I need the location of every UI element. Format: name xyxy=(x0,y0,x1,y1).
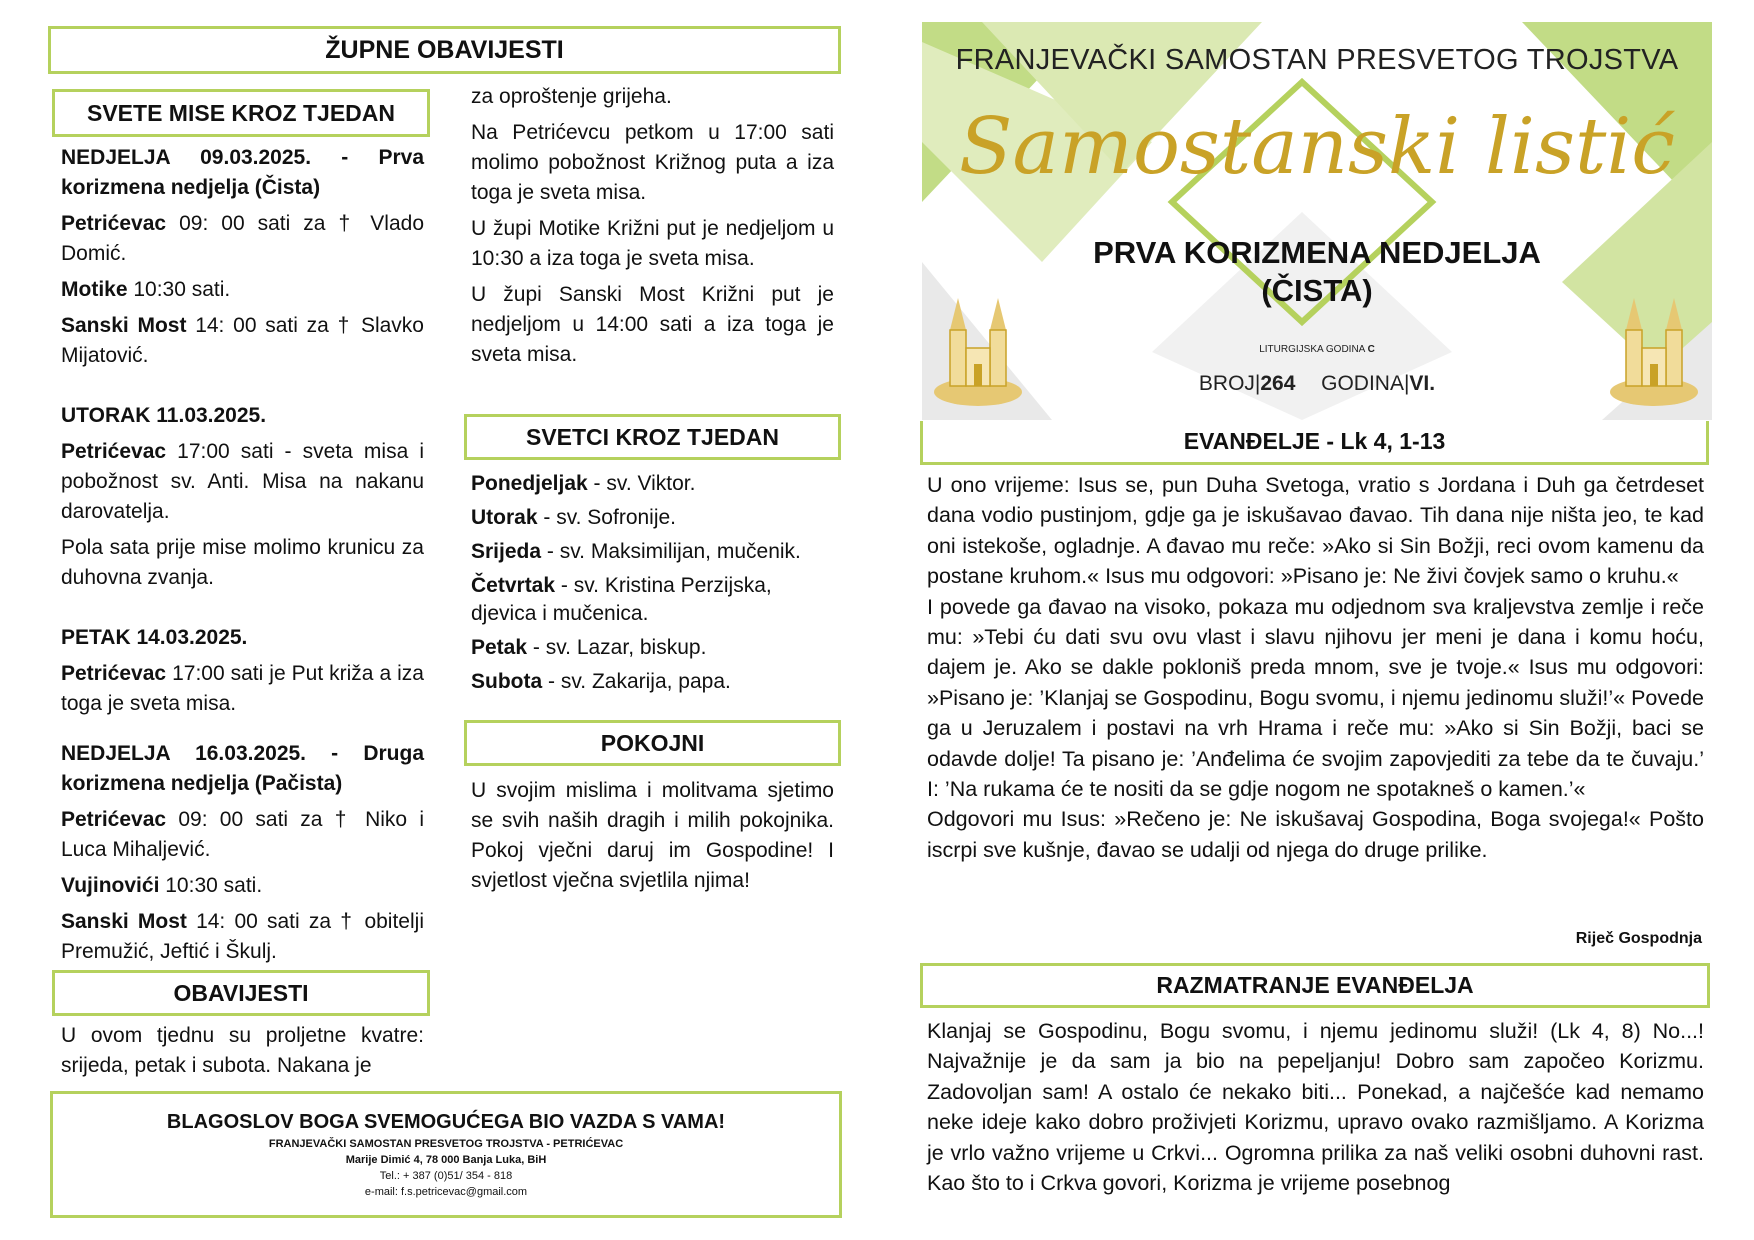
mass-entry: Petrićevac 17:00 sati je Put križa a iza toga je sveta misa. xyxy=(61,662,424,715)
saints-list xyxy=(471,470,841,702)
notice-item: U župi Motike Križni put je nedjeljom u 10:30 a iza toga je sveta misa. xyxy=(471,217,834,270)
mass-entry: Petrićevac 09: 00 sati za † Niko i Luca Mihaljević. xyxy=(61,808,424,861)
notices-paragraph: U ovom tjednu su proljetne kvatre: srijeda, petak i subota. Nakana je xyxy=(61,1024,424,1077)
deceased-paragraph: U svojim mislima i molitvama sjetimo se svih naših dragih i milih pokojnika. Pokoj vječni daruj im Gospodine! I svjetlost vječna svjetlila njima! xyxy=(471,779,834,892)
issue-info: BROJ|264 GODINA|VI. xyxy=(1198,372,1436,395)
sunday-title-line: PRVA KORIZMENA NEDJELJA xyxy=(1093,235,1541,270)
mass-entry: Sanski Most 14: 00 sati za † obitelji Premužić, Jeftić i Škulj. xyxy=(61,910,424,963)
newsletter-title: Samostanski listić xyxy=(959,102,1675,192)
sunday-title xyxy=(922,234,1712,310)
church-right-icon xyxy=(1606,290,1702,410)
footer-org: FRANJEVAČKI SAMOSTAN PRESVETOG TROJSTVA - PETRIĆEVAC xyxy=(268,1138,624,1150)
reflection-header: RAZMATRANJE EVANĐELJA xyxy=(1156,972,1474,998)
notices-text xyxy=(61,1021,424,1087)
gospel-paragraph: Odgovori mu Isus: »Rečeno je: Ne iskušavaj Gospodina, Boga svojega!« Pošto iscrpi sve kušnje, đavao se udalji od njega do druge prilike. xyxy=(927,807,1704,862)
mass-entry: Motike 10:30 sati. xyxy=(61,278,231,301)
footer-address: Marije Dimić 4, 78 000 Banja Luka, BiH xyxy=(345,1154,547,1166)
saint-item: Utorak - sv. Sofronije. xyxy=(471,506,677,529)
masses-header-box xyxy=(52,89,430,137)
saints-header-box xyxy=(464,414,841,460)
deceased-text xyxy=(471,776,834,902)
footer-box xyxy=(50,1091,842,1218)
deceased-header: POKOJNI xyxy=(600,729,705,756)
notice-item: U župi Sanski Most Križni put je nedjeljom u 14:00 sati a iza toga je sveta misa. xyxy=(471,283,834,366)
saint-item: Subota - sv. Zakarija, papa. xyxy=(471,670,731,693)
notice-item: Na Petrićevcu petkom u 17:00 sati molimo pobožnost Križnog puta a iza toga je sveta misa. xyxy=(471,121,834,204)
mass-entry: Petrićevac 17:00 sati - sveta misa i pobožnost sv. Anti. Misa na nakanu darovatelja. xyxy=(61,440,424,523)
parish-notices-title-box xyxy=(48,26,841,74)
saint-item: Četvrtak - sv. Kristina Perzijska, djevica i mučenica. xyxy=(471,574,772,625)
mass-entry: Vujinovići 10:30 sati. xyxy=(61,874,263,897)
masses-header: SVETE MISE KROZ TJEDAN xyxy=(87,99,395,126)
saint-item: Ponedjeljak - sv. Viktor. xyxy=(471,472,696,495)
sunday-title-line: (ČISTA) xyxy=(1261,273,1373,308)
mass-day-heading: NEDJELJA 09.03.2025. - Prva korizmena nedjelja (Čista) xyxy=(61,146,424,199)
gospel-header: EVANĐELJE - Lk 4, 1-13 xyxy=(1183,428,1446,454)
footer-phone: Tel.: + 387 (0)51/ 354 - 818 xyxy=(379,1170,513,1182)
gospel-paragraph: I povede ga đavao na visoko, pokaza mu odjednom sva kraljevstva zemlje i reče mu: »Tebi ću dati svu ovu vlast i slavu njihovu jer meni je dana i komu hoću, dajem je. Ako se dakle pokloniš preda mnom, sve je tvoje.« Isus mu odgovori: »Pisano je: ’Klanjaj se Gospodinu, Bogu svomu, i njemu jedinomu služi!’« Povede ga u Jeruzalem i postavi na vrh Hrama i reče mu: »Ako si Sin Božji, baci se odavde dolje! Ta pisano je: ’Anđelima će svojim zapovjediti za tebe da te čuvaju.’ I: ’Na rukama će te nositi da se gdje nogom ne spotakneš o kamen.’« xyxy=(927,594,1704,802)
mass-day-heading: UTORAK 11.03.2025. xyxy=(61,404,267,427)
reflection-text xyxy=(927,1016,1704,1198)
mass-entry: Petrićevac 09: 00 sati za † Vlado Domić. xyxy=(61,212,424,265)
mass-day-heading: NEDJELJA 16.03.2025. - Druga korizmena nedjelja (Pačista) xyxy=(61,742,424,795)
monastery-name: FRANJEVAČKI SAMOSTAN PRESVETOG TROJSTVA xyxy=(955,44,1679,76)
mass-day-heading: PETAK 14.03.2025. xyxy=(61,626,248,649)
gospel-paragraph: U ono vrijeme: Isus se, pun Duha Svetoga, vratio s Jordana i Duh ga četrdeset dana vodio pustinjom, gdje ga je iskušavao đavao. Tih dana nije ništa jeo, te kad oni istekoše, ogladnje. A đavao mu reče: »Ako si Sin Božji, reci ovom kamenu da postane kruhom.« Isus mu odgovori: »Pisano je: Ne živi čovjek samo o kruhu.« xyxy=(927,473,1704,589)
notices-header: OBAVIJESTI xyxy=(173,979,309,1006)
notice-item: za oproštenje grijeha. xyxy=(471,85,672,108)
parish-notices-title: ŽUPNE OBAVIJESTI xyxy=(325,35,564,64)
masthead-background xyxy=(922,22,1712,420)
deceased-header-box xyxy=(464,720,841,766)
mass-entry: Sanski Most 14: 00 sati za † Slavko Mijatović. xyxy=(61,314,424,367)
liturgical-year: LITURGIJSKA GODINA C xyxy=(1259,344,1375,355)
footer-email: e-mail: f.s.petricevac@gmail.com xyxy=(364,1186,528,1198)
reflection-header-box xyxy=(920,963,1710,1008)
church-left-icon xyxy=(930,290,1026,410)
gospel-header-box xyxy=(920,421,1709,465)
notices-continuation xyxy=(471,82,834,376)
notices-header-box xyxy=(52,970,430,1016)
reflection-paragraph: Klanjaj se Gospodinu, Bogu svomu, i njemu jedinomu služi! (Lk 4, 8) No...! Najvažnije je da sam ja bio na pepeljanju! Dobro sam započeo Korizmu. Zadovoljan sam! A ostalo će nekako biti... Ponekad, a najčešće kad nemamo neke ideje kako dobro proživjeti Korizmu, upravo ovako razmišljamo. A Korizma je vrlo važno vrijeme u Crkvi... Ogromna prilika za naš veliki osobni duhovni rast. Kao što to i Crkva govori, Korizma je vrijeme posebnog xyxy=(927,1019,1704,1196)
blessing-text: BLAGOSLOV BOGA SVEMOGUĆEGA BIO VAZDA S VAMA! xyxy=(166,1111,726,1133)
saint-item: Srijeda - sv. Maksimilijan, mučenik. xyxy=(471,540,801,563)
masthead xyxy=(922,22,1712,420)
mass-entry: Pola sata prije mise molimo krunicu za duhovna zvanja. xyxy=(61,536,424,589)
gospel-closing: Riječ Gospodnja xyxy=(1575,930,1702,947)
saints-header: SVETCI KROZ TJEDAN xyxy=(525,423,780,450)
gospel-text xyxy=(927,470,1704,865)
saint-item: Petak - sv. Lazar, biskup. xyxy=(471,636,707,659)
masses-column xyxy=(61,143,424,973)
